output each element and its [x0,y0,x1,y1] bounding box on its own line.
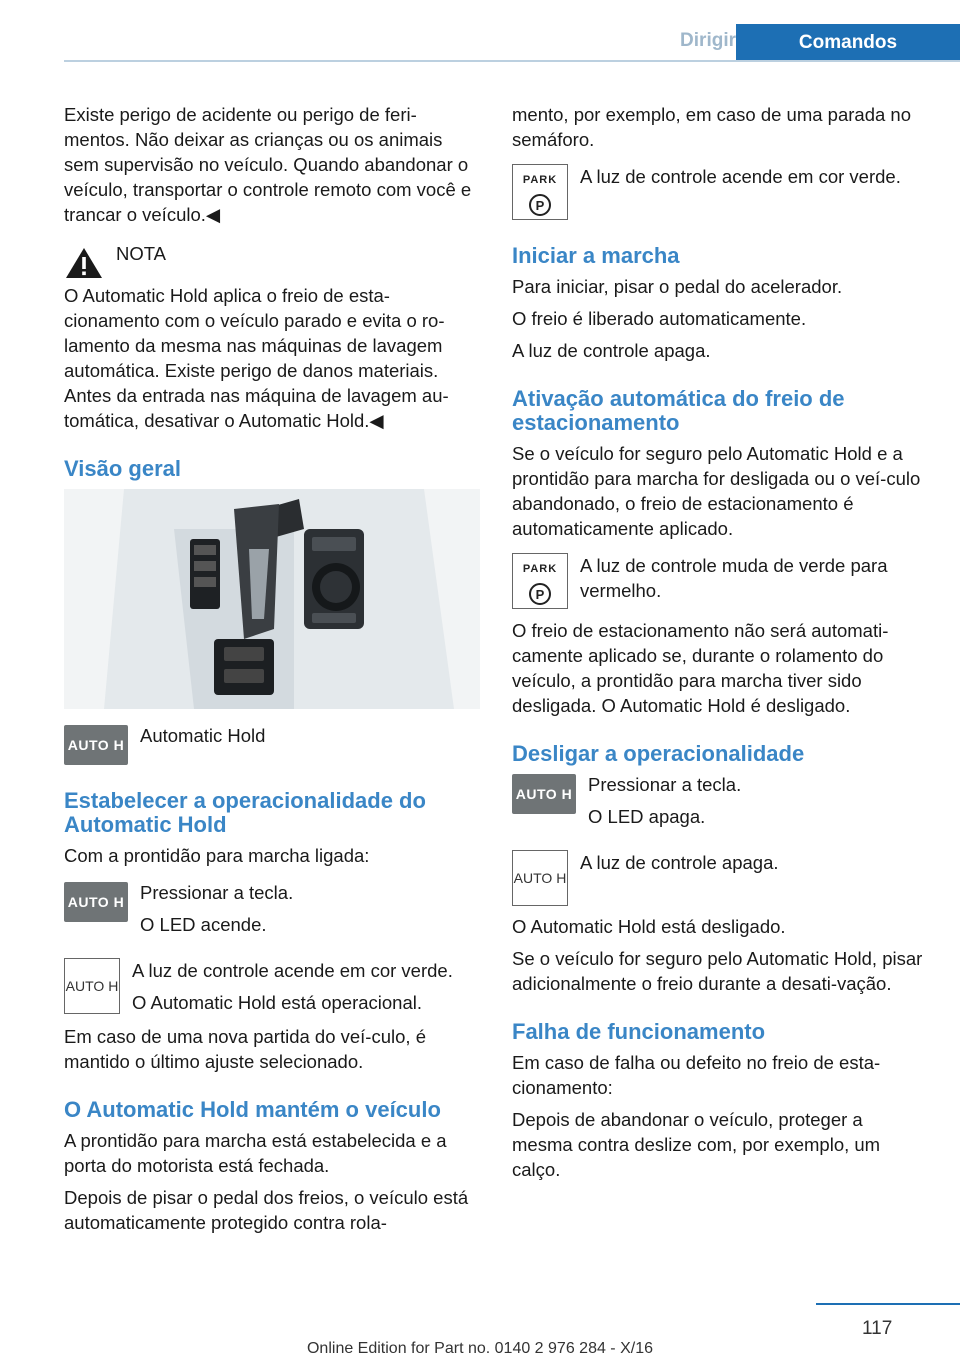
warning-text: Existe perigo de acidente ou perigo de feri‐mentos. Não deixar as crianças ou os animais sem supervisão no veículo. Quando abandonar o veículo, transportar o controle remoto com você e trancar o veículo.◀ [64,104,472,225]
auto-h-indicator-icon: AUTO H [512,850,568,906]
gear-selector-photo [64,489,480,709]
auto-h-button-icon: AUTO H [512,774,576,814]
heading-keeps: O Automatic Hold mantém o veículo [64,1097,441,1122]
light-green-text: A luz de controle acende em cor verde. [132,960,453,981]
disable-press-row [512,772,928,836]
press-key-row [64,880,480,944]
start-text-2: O freio é liberado automaticamente. [512,308,807,329]
disabled-text-1: O Automatic Hold está desligado. [512,916,786,937]
park-label: PARK [522,563,558,575]
establish-intro: Com a prontidão para marcha ligada: [64,845,370,866]
indicator-green-row [64,958,480,1022]
park-brake-indicator-icon [512,164,568,220]
light-off-text: A luz de controle apaga. [580,852,779,873]
keeps-text-1: A prontidão para marcha está estabelecida e a porta do motorista está fechada. [64,1130,447,1176]
park-green-row [512,164,928,220]
fault-text-2: Depois de abandonar o veículo, proteger a mesma contra deslize com, por exemplo, um calço. [512,1109,881,1180]
footer-edition: Online Edition for Part no. 0140 2 976 284 - X/16 [306,1340,653,1357]
autoh-caption-row [64,723,480,765]
heading-auto-park: Ativação automática do freio de estacionamento [512,386,845,435]
header-tab: Comandos [736,24,960,62]
console-illustration [64,489,480,709]
right-column [512,102,928,1189]
led-on-text: O LED acende. [140,914,267,935]
restart-text: Em caso de uma nova partida do veí‐culo, é mantido o último ajuste selecionado. [64,1026,426,1072]
footer-divider [816,1303,960,1305]
led-off-text: O LED apaga. [588,806,706,827]
park-p-symbol: P [529,194,551,216]
park-green-text: A luz de controle acende em cor verde. [580,166,901,187]
heading-establish: Estabelecer a operacionalidade do Automatic Hold [64,788,426,837]
auto-h-button-icon: AUTO H [64,725,128,765]
start-text-3: A luz de controle apaga. [512,340,711,361]
park-red-text: A luz de controle muda de verde para vermelho. [580,555,888,601]
light-off-row [512,850,928,906]
auto-park-text-2: O freio de estacionamento não será automati‐camente aplicado se, durante o rolamento do veículo, a prontidão para marcha tiver sido desligada. O Automatic Hold é desligado. [512,620,889,716]
keeps-text-2: Depois de pisar o pedal dos freios, o veículo está automaticamente protegido contra rola‐ [64,1187,469,1233]
park-label: PARK [522,174,558,186]
park-p-symbol: P [529,583,551,605]
note-block [64,241,480,281]
note-label: NOTA [116,243,167,264]
auto-h-button-icon: AUTO H [64,882,128,922]
warning-triangle-icon [64,245,104,281]
autoh-caption: Automatic Hold [140,725,266,746]
heading-fault: Falha de funcionamento [512,1019,766,1044]
park-brake-indicator-icon [512,553,568,609]
park-red-row [512,553,928,610]
continued-text: mento, por exemplo, em caso de uma parada no semáforo. [512,104,912,150]
auto-park-text-1: Se o veículo for seguro pelo Automatic Hold e a prontidão para marcha for desligada ou o veí‐culo abandonado, o freio de estacionamento é automaticamente aplicado. [512,443,921,539]
fault-text-1: Em caso de falha ou defeito no freio de esta‐cionamento: [512,1052,881,1098]
page-number: 117 [862,1318,893,1339]
start-text-1: Para iniciar, pisar o pedal do acelerador. [512,276,843,297]
heading-overview: Visão geral [64,456,181,481]
press-key-text: Pressionar a tecla. [140,882,294,903]
left-column [64,102,480,1242]
header-section: Dirigir [680,30,736,51]
disable-press-text: Pressionar a tecla. [588,774,742,795]
disabled-text-2: Se o veículo for seguro pelo Automatic Hold, pisar adicionalmente o freio durante a desati‐vação. [512,948,923,994]
hold-operational-text: O Automatic Hold está operacional. [132,992,422,1013]
note-text: O Automatic Hold aplica o freio de esta‐cionamento com o veículo parado e evita o ro‐lamento da mesma nas máquinas de lavagem automática. Existe perigo de danos materiais. Antes da entrada nas máquina de lavagem au‐tomática, desativar o Automatic Hold.◀ [64,285,449,431]
page-header [64,24,960,62]
heading-start: Iniciar a marcha [512,243,680,268]
header-divider [64,60,960,62]
heading-disable: Desligar a operacionalidade [512,741,805,766]
auto-h-indicator-icon: AUTO H [64,958,120,1014]
